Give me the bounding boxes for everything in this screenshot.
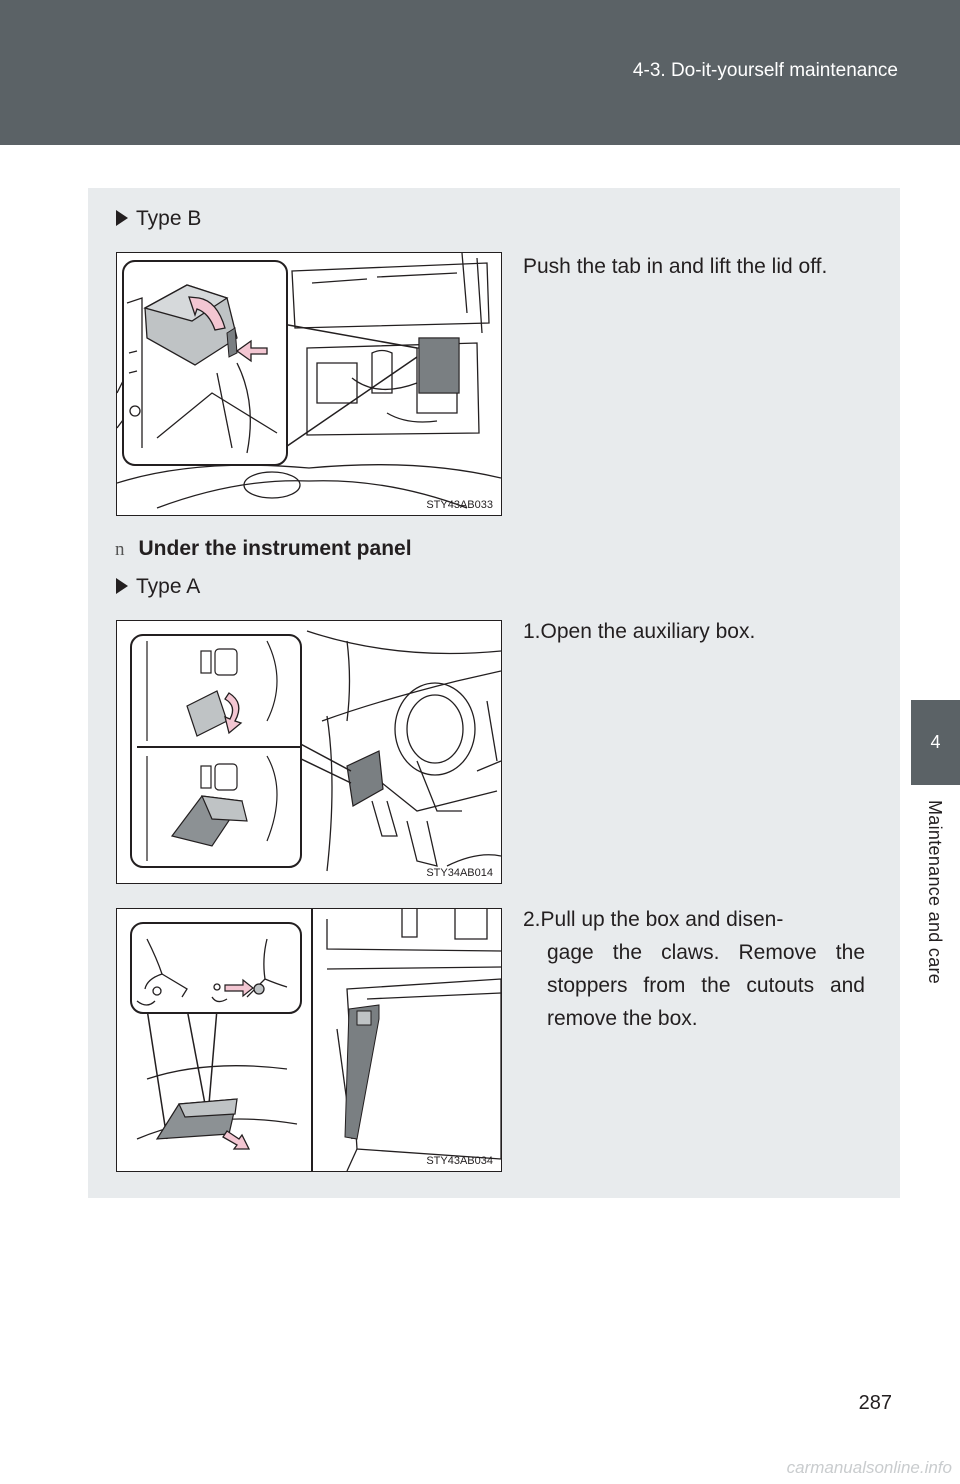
figure-code: STY34AB014: [426, 867, 493, 879]
section-title: 4-3. Do-it-yourself maintenance: [632, 60, 898, 81]
step-2-continuation: gage the claws. Remove the stoppers from the cutouts and remove the box.: [547, 941, 865, 1030]
heading-bullet: n: [115, 539, 125, 560]
chapter-label-tab: [912, 790, 960, 1040]
page-number: 287: [858, 1392, 892, 1414]
figure-remove-box: [116, 908, 502, 1172]
type-a-label: Type A: [136, 575, 201, 598]
type-b-label: Type B: [136, 207, 202, 230]
triangle-bullet-icon: [116, 578, 128, 594]
section-heading: [115, 537, 412, 561]
step-2-first-line: 2.Pull up the box and disen-: [523, 908, 784, 931]
fuse-box-lid-illustration: [117, 253, 501, 515]
step-1-text: 1.Open the auxiliary box.: [523, 620, 756, 643]
figure-type-b: [116, 252, 502, 516]
auxiliary-box-illustration: [117, 621, 501, 883]
type-a-row: [116, 575, 200, 599]
heading-text: Under the instrument panel: [138, 537, 412, 560]
figure-type-a: [116, 620, 502, 884]
remove-box-illustration: [117, 909, 501, 1171]
type-b-row: [116, 207, 201, 231]
chapter-label: Maintenance and care: [925, 800, 945, 985]
type-b-instruction: Push the tab in and lift the lid off.: [523, 255, 828, 278]
figure-code: STY43AB034: [426, 1155, 493, 1167]
watermark: carmanualsonline.info: [786, 1458, 952, 1477]
figure-code: STY43AB033: [426, 499, 493, 511]
triangle-bullet-icon: [116, 210, 128, 226]
chapter-number-tab: 4: [911, 700, 960, 785]
